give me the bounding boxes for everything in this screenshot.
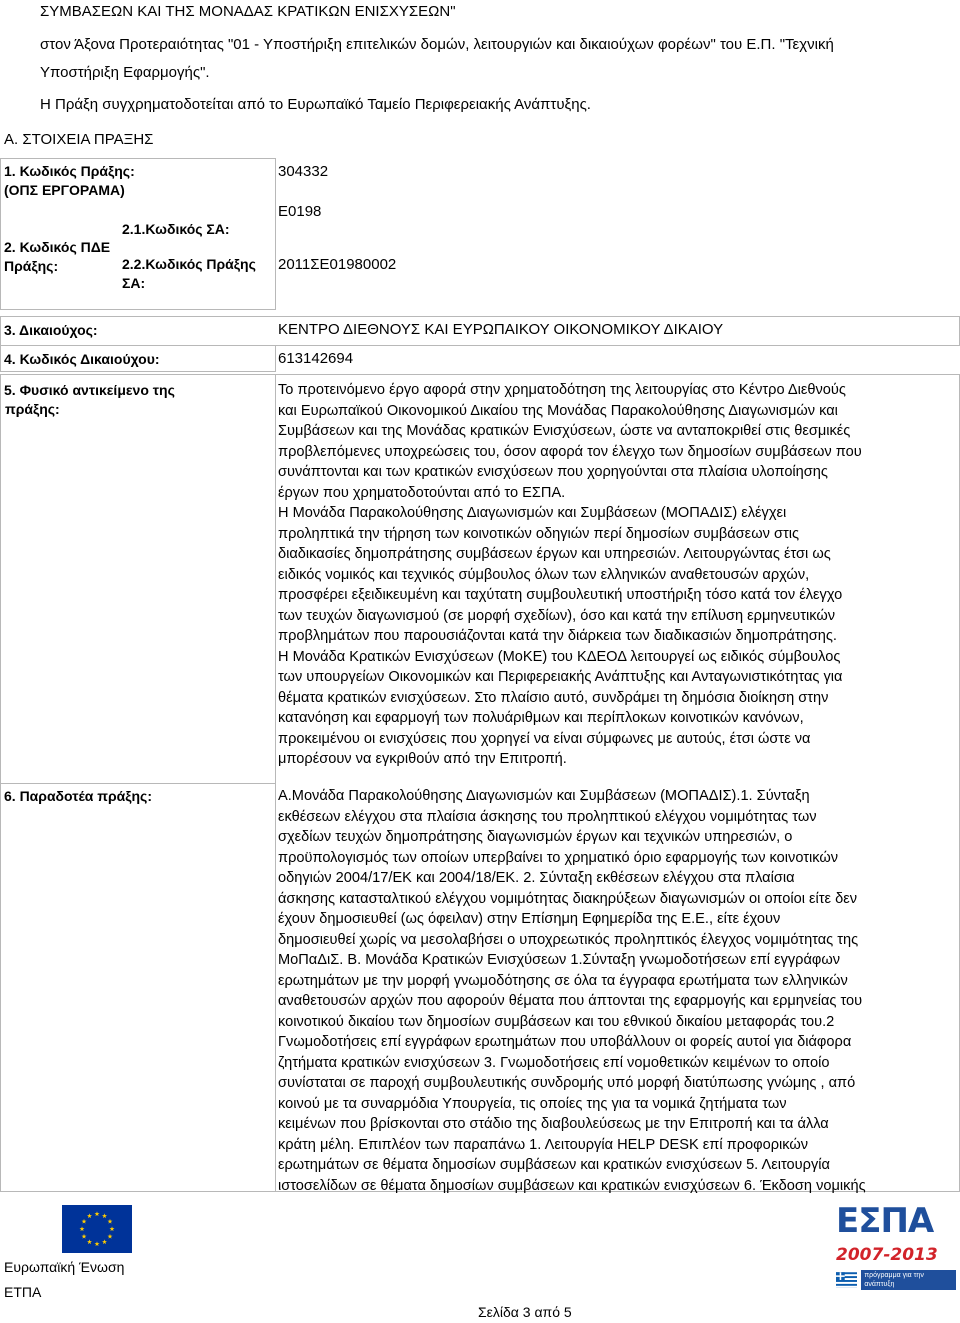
object-label-line-1: 5. Φυσικό αντικείμενο της [4, 382, 175, 398]
deliverables-description-line: έχουν δημοσιευθεί (ως όφειλαν) στην Επίσημη Εφημερίδα της Ε.Ε., είτε έχουν [278, 911, 781, 927]
espa-tagline: πρόγραμμα για την ανάπτυξη [861, 1270, 956, 1290]
deliverables-description-line: δημοσιευθεί χωρίς να μεσολαβήσει ο υποχρεωτικός προληπτικός έλεγχος νομιμότητας της [278, 931, 859, 948]
object-description-line: των υπουργείων Οικονομικών και Περιφερειακής Ανάπτυξης και Ανταγωνιστικότητας για [278, 669, 843, 685]
object-description-line: Συμβάσεων και της Μονάδας κρατικών Ενισχύσεων, ώστε να ανταποκριθεί στις θεσμικές [278, 423, 851, 439]
object-description-line: έργων που χρηματοδοτούνται από το ΕΣΠΑ. [278, 484, 566, 501]
page-number: Σελίδα 3 από 5 [478, 1304, 572, 1320]
object-label-box [0, 374, 276, 784]
header-line-2: στον Άξονα Προτεραιότητας "01 - Υποστήριξη επιτελικών δομών, λειτουργιών και δικαιούχων φορέων" του Ε.Π. "Τεχνική [40, 36, 834, 53]
object-description-line: και Ευρωπαϊκού Οικονομικού Δικαίου της Μονάδας Παρακολούθησης Διαγωνισμών και [278, 402, 838, 419]
eu-flag-icon [62, 1205, 132, 1253]
deliverables-description-line: αναθετουσών αρχών που αφορούν θέματα που άπτονται της εφαρμογής και ερμηνείας του [278, 993, 863, 1009]
beneficiary-code-value: 613142694 [278, 350, 354, 367]
deliverables-description-line: σχεδίων τευχών δημοπράτησης διαγωνισμών έργων και τεχνικών υπηρεσιών, ο [278, 829, 793, 845]
deliverables-description-line: οδηγιών 2004/17/ΕΚ και 2004/18/ΕΚ. 2. Σύνταξη εκθέσεων ελέγχου στα πλαίσια [278, 870, 795, 886]
object-description-line: Η Μονάδα Παρακολούθησης Διαγωνισμών και Συμβάσεων (ΜΟΠΑΔΙΣ) ελέγχει [278, 505, 787, 521]
object-description-line: προβλεπόμενες υποχρεώσεις του, όσον αφορά τον έλεγχο των δημοσίων συμβάσεων που [278, 443, 862, 460]
espa-logo-text: ΕΣΠΑ [836, 1201, 934, 1241]
deliverables-description-line: ερωτημάτων σε θέματα δημοσίων συμβάσεων και κρατικών ενισχύσεων 5. Λειτουργία [278, 1157, 830, 1173]
espa-logo [836, 1201, 956, 1318]
sa-code-label: 2.1.Κωδικός ΣΑ: [122, 221, 230, 237]
fund-label: ΕΤΠΑ [4, 1284, 42, 1300]
espa-years: 2007-2013 [836, 1245, 938, 1265]
beneficiary-code-label: 4. Κωδικός Δικαιούχου: [4, 351, 160, 367]
code-label [4, 162, 135, 200]
deliverables-description [278, 786, 958, 1196]
deliverables-description-line: Γνωμοδοτήσεις επί εγγράφων ερωτημάτων που υποβάλλουν οι φορείς αυτοί για διάφορα [278, 1034, 852, 1050]
object-description-line: προκειμένου οι ενισχύσεις που χορηγεί να είναι σύμφωνες με αυτούς, έτσι ώστε να [278, 730, 811, 747]
eu-label: Ευρωπαϊκή Ένωση [4, 1259, 125, 1275]
deliverables-label: 6. Παραδοτέα πράξης: [4, 788, 152, 804]
deliverables-description-line: εκθέσεων ελέγχου στα πλαίσια άσκησης του προληπτικού ελέγχου νομιμότητας των [278, 808, 817, 825]
sa-act-label-line-1: 2.2.Κωδικός Πράξης [122, 256, 256, 272]
deliverables-label-box [0, 783, 276, 1192]
deliverables-description-line: κοινοτικού δικαίου των δημοσίων συμβάσεων και του εθνικού δικαίου μεταφοράς του.2 [278, 1013, 835, 1030]
header-line-4: Η Πράξη συγχρηματοδοτείται από το Ευρωπαϊκό Ταμείο Περιφερειακής Ανάπτυξης. [40, 96, 591, 113]
beneficiary-value: ΚΕΝΤΡΟ ΔΙΕΘΝΟΥΣ ΚΑΙ ΕΥΡΩΠΑΙΚΟΥ ΟΙΚΟΝΟΜΙΚΟΥ ΔΙΚΑΙΟΥ [278, 321, 724, 338]
header-line-1: ΣΥΜΒΑΣΕΩΝ ΚΑΙ ΤΗΣ ΜΟΝΑΔΑΣ ΚΡΑΤΙΚΩΝ ΕΝΙΣΧΥΣΕΩΝ" [40, 3, 456, 20]
pde-label [4, 238, 110, 276]
object-description-line: θέματα κρατικών ενισχύσεων. Στο πλαίσιο αυτό, συνδράμει τη δημόσια διοίκηση στην [278, 689, 829, 706]
object-description-line: Η Μονάδα Κρατικών Ενισχύσεων (ΜοΚΕ) του ΚΔΕΟΔ λειτουργεί ως ειδικός σύμβουλος [278, 648, 841, 665]
deliverables-description-line: ερωτημάτων με την μορφή γνωμοδότησης σε όλα τα έγγραφα ερωτήματα των ελληνικών [278, 972, 848, 989]
section-a-title: Α. ΣΤΟΙΧΕΙΑ ΠΡΑΞΗΣ [4, 131, 154, 148]
code-label-line-2: (ΟΠΣ ΕΡΓΟΡΑΜΑ) [4, 182, 125, 198]
object-description-line: διαδικασίες δημοπράτησης συμβάσεων έργων και υπηρεσιών. Λειτουργώντας έτσι ως [278, 546, 831, 562]
object-description [278, 380, 958, 770]
pde-label-line-2: Πράξης: [4, 258, 59, 274]
code-label-line-1: 1. Κωδικός Πράξης: [4, 163, 135, 179]
deliverables-description-line: προϋπολογισμός των οποίων υπερβαίνει το χρηματικό όριο εφαρμογής των κοινοτικών [278, 849, 839, 866]
sa-act-value: 2011ΣΕ01980002 [278, 256, 397, 273]
object-description-line: μπορέσουν να εγκριθούν από την Επιτροπή. [278, 751, 567, 767]
deliverables-description-line: ΜοΠαΔιΣ. Β. Μονάδα Κρατικών Ενισχύσεων 1.Σύνταξη γνωμοδοτήσεων επί εγγράφων [278, 952, 841, 968]
deliverables-description-line: ζητήματα κρατικών ενισχύσεων 3. Γνωμοδοτήσεις επί νομοθετικών κειμένων το οποίο [278, 1054, 830, 1071]
deliverables-description-line: ιστοσελίδων σε θέματα δημοσίων συμβάσεων και κρατικών ενισχύσεων 6. Έκδοση νομικής [278, 1177, 866, 1194]
code-value: 304332 [278, 163, 329, 180]
deliverables-description-line: κειμένων που βρίσκονται στο στάδιο της διαβουλεύσεως με την Επιτροπή και τα άλλα [278, 1116, 829, 1132]
sa-act-label-line-2: ΣΑ: [122, 275, 146, 291]
deliverables-description-line: κράτη μέλη. Επιπλέον των παραπάνω 1. Λειτουργία HELP DESK επί προφορικών [278, 1136, 809, 1153]
object-description-line: Το προτεινόμενο έργο αφορά στην χρηματοδότηση της λειτουργίας στο Κέντρο Διεθνούς [278, 382, 846, 398]
object-description-line: προβλημάτων που παρουσιάζονται κατά την διάρκεια των διαδικασιών δημοπράτησης. [278, 628, 837, 644]
object-description-line: των τευχών διαγωνισμού (σε μορφή σχεδίων), όσο και κατά την επίλυση ερμηνευτικών [278, 607, 836, 624]
object-description-line: προληπτικά την τήρηση των κοινοτικών οδηγιών περί δημοσίων συμβάσεων στις [278, 525, 799, 542]
object-description-line: ειδικός νομικός και τεχνικός σύμβουλος όλων των ελληνικών αναθετουσών αρχών, [278, 566, 810, 583]
object-description-line: κατανόηση και εφαρμογή των πολυάριθμων και περίπλοκων κοινοτικών κανόνων, [278, 710, 804, 726]
sa-act-label [122, 255, 256, 293]
object-label [4, 381, 175, 419]
object-label-line-2: πράξης: [5, 401, 60, 417]
deliverables-description-line: κοινού με τα συναρμόδια Υπουργεία, τις οποίες της για τα νομικά ζητήματα των [278, 1095, 787, 1112]
object-description-line: συνάπτονται και των κρατικών ενισχύσεων που χορηγούνται στα πλαίσια υλοποίησης [278, 464, 828, 480]
deliverables-description-line: Α.Μονάδα Παρακολούθησης Διαγωνισμών και Συμβάσεων (ΜΟΠΑΔΙΣ).1. Σύνταξη [278, 788, 810, 804]
header-line-3: Υποστήριξη Εφαρμογής". [40, 64, 210, 81]
pde-label-line-1: 2. Κωδικός ΠΔΕ [4, 239, 111, 255]
sa-code-value: Ε0198 [278, 203, 322, 220]
beneficiary-label: 3. Δικαιούχος: [4, 322, 98, 338]
deliverables-description-line: συνίσταται σε παροχή συμβουλευτικής συνδρομής υπό μορφή διατύπωσης γνώμης , από [278, 1075, 856, 1091]
deliverables-description-line: άσκησης κατασταλτικού ελέγχου νομιμότητας διακηρύξεων διαγωνισμών οι οποίοι είτε δεν [278, 890, 858, 907]
greek-flag-icon [836, 1272, 857, 1288]
object-description-line: προσφέρει εξειδικευμένη και ταχύτατη συμβουλευτική υποστήριξη τόσο κατά τον έλεγχο [278, 587, 843, 603]
